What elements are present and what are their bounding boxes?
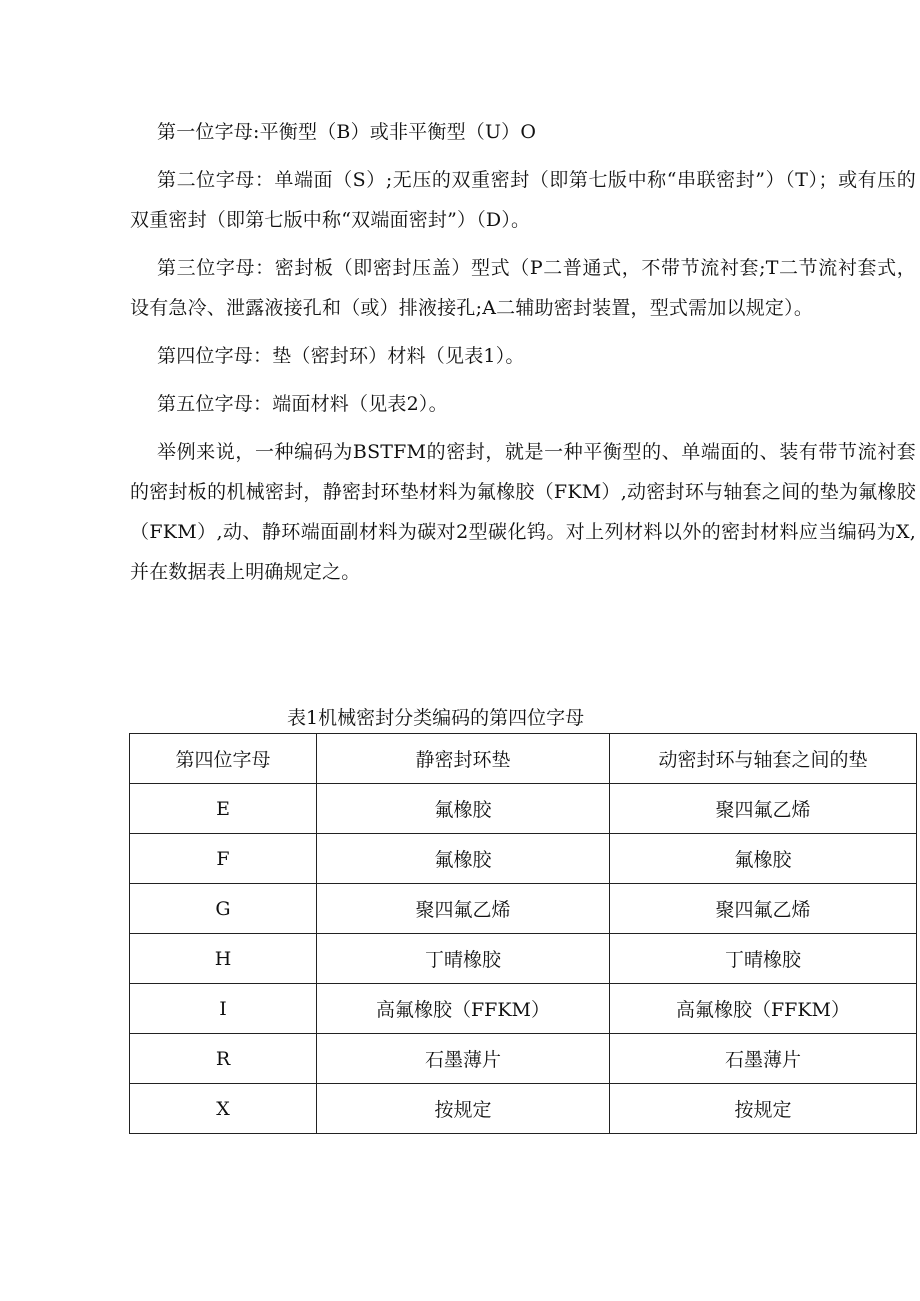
- header-cell: 第四位字母: [130, 734, 317, 784]
- static-gasket-cell: 聚四氟乙烯: [317, 884, 610, 934]
- paragraph-first-letter: 第一位字母:平衡型（B）或非平衡型（U）O: [157, 121, 537, 143]
- letter-cell: E: [130, 784, 317, 834]
- header-cell: 动密封环与轴套之间的垫: [610, 734, 917, 784]
- table-caption: 表1机械密封分类编码的第四位字母: [287, 707, 585, 729]
- document-body: [130, 112, 916, 592]
- letter-cell: F: [130, 834, 317, 884]
- sleeve-gasket-cell: 聚四氟乙烯: [610, 884, 917, 934]
- table-row: [130, 1084, 917, 1134]
- header-cell: 静密封环垫: [317, 734, 610, 784]
- letter-cell: I: [130, 984, 317, 1034]
- static-gasket-cell: 氟橡胶: [317, 784, 610, 834]
- sleeve-gasket-cell: 石墨薄片: [610, 1034, 917, 1084]
- letter-cell: X: [130, 1084, 317, 1134]
- table-row: [130, 1034, 917, 1084]
- table-row: [130, 934, 917, 984]
- static-gasket-cell: 氟橡胶: [317, 834, 610, 884]
- table-row: [130, 784, 917, 834]
- static-gasket-cell: 按规定: [317, 1084, 610, 1134]
- static-gasket-cell: 高氟橡胶（FFKM）: [317, 984, 610, 1034]
- sleeve-gasket-cell: 按规定: [610, 1084, 917, 1134]
- sleeve-gasket-cell: 高氟橡胶（FFKM）: [610, 984, 917, 1034]
- sleeve-gasket-cell: 丁晴橡胶: [610, 934, 917, 984]
- paragraph-third-letter: 第三位字母：密封板（即密封压盖）型式（P二普通式，不带节流衬套;T二节流衬套式，设有急冷、泄露液接孔和（或）排液接孔;A二辅助密封装置，型式需加以规定）。: [130, 257, 916, 319]
- static-gasket-cell: 丁晴橡胶: [317, 934, 610, 984]
- table-row: [130, 884, 917, 934]
- static-gasket-cell: 石墨薄片: [317, 1034, 610, 1084]
- letter-cell: H: [130, 934, 317, 984]
- paragraph-second-letter: 第二位字母：单端面（S）;无压的双重密封（即第七版中称“串联密封”）（T）；或有压的双重密封（即第七版中称“双端面密封”）（D）。: [130, 169, 916, 231]
- fourth-letter-table: [129, 733, 917, 1134]
- paragraph-fourth-letter: 第四位字母：垫（密封环）材料（见表1）。: [157, 345, 525, 367]
- paragraph-fifth-letter: 第五位字母：端面材料（见表2）。: [157, 393, 448, 415]
- table-row: [130, 834, 917, 884]
- sleeve-gasket-cell: 氟橡胶: [610, 834, 917, 884]
- sleeve-gasket-cell: 聚四氟乙烯: [610, 784, 917, 834]
- paragraph-example: 举例来说，一种编码为BSTFM的密封，就是一种平衡型的、单端面的、装有带节流衬套的密封板的机械密封，静密封环垫材料为氟橡胶（FKM）,动密封环与轴套之间的垫为氟橡胶（FKM）,动、静环端面副材料为碳对2型碳化钨。对上列材料以外的密封材料应当编码为X,并在数据表上明确规定之。: [130, 441, 916, 583]
- letter-cell: R: [130, 1034, 317, 1084]
- table-row: [130, 984, 917, 1034]
- table-header-row: [130, 734, 917, 784]
- letter-cell: G: [130, 884, 317, 934]
